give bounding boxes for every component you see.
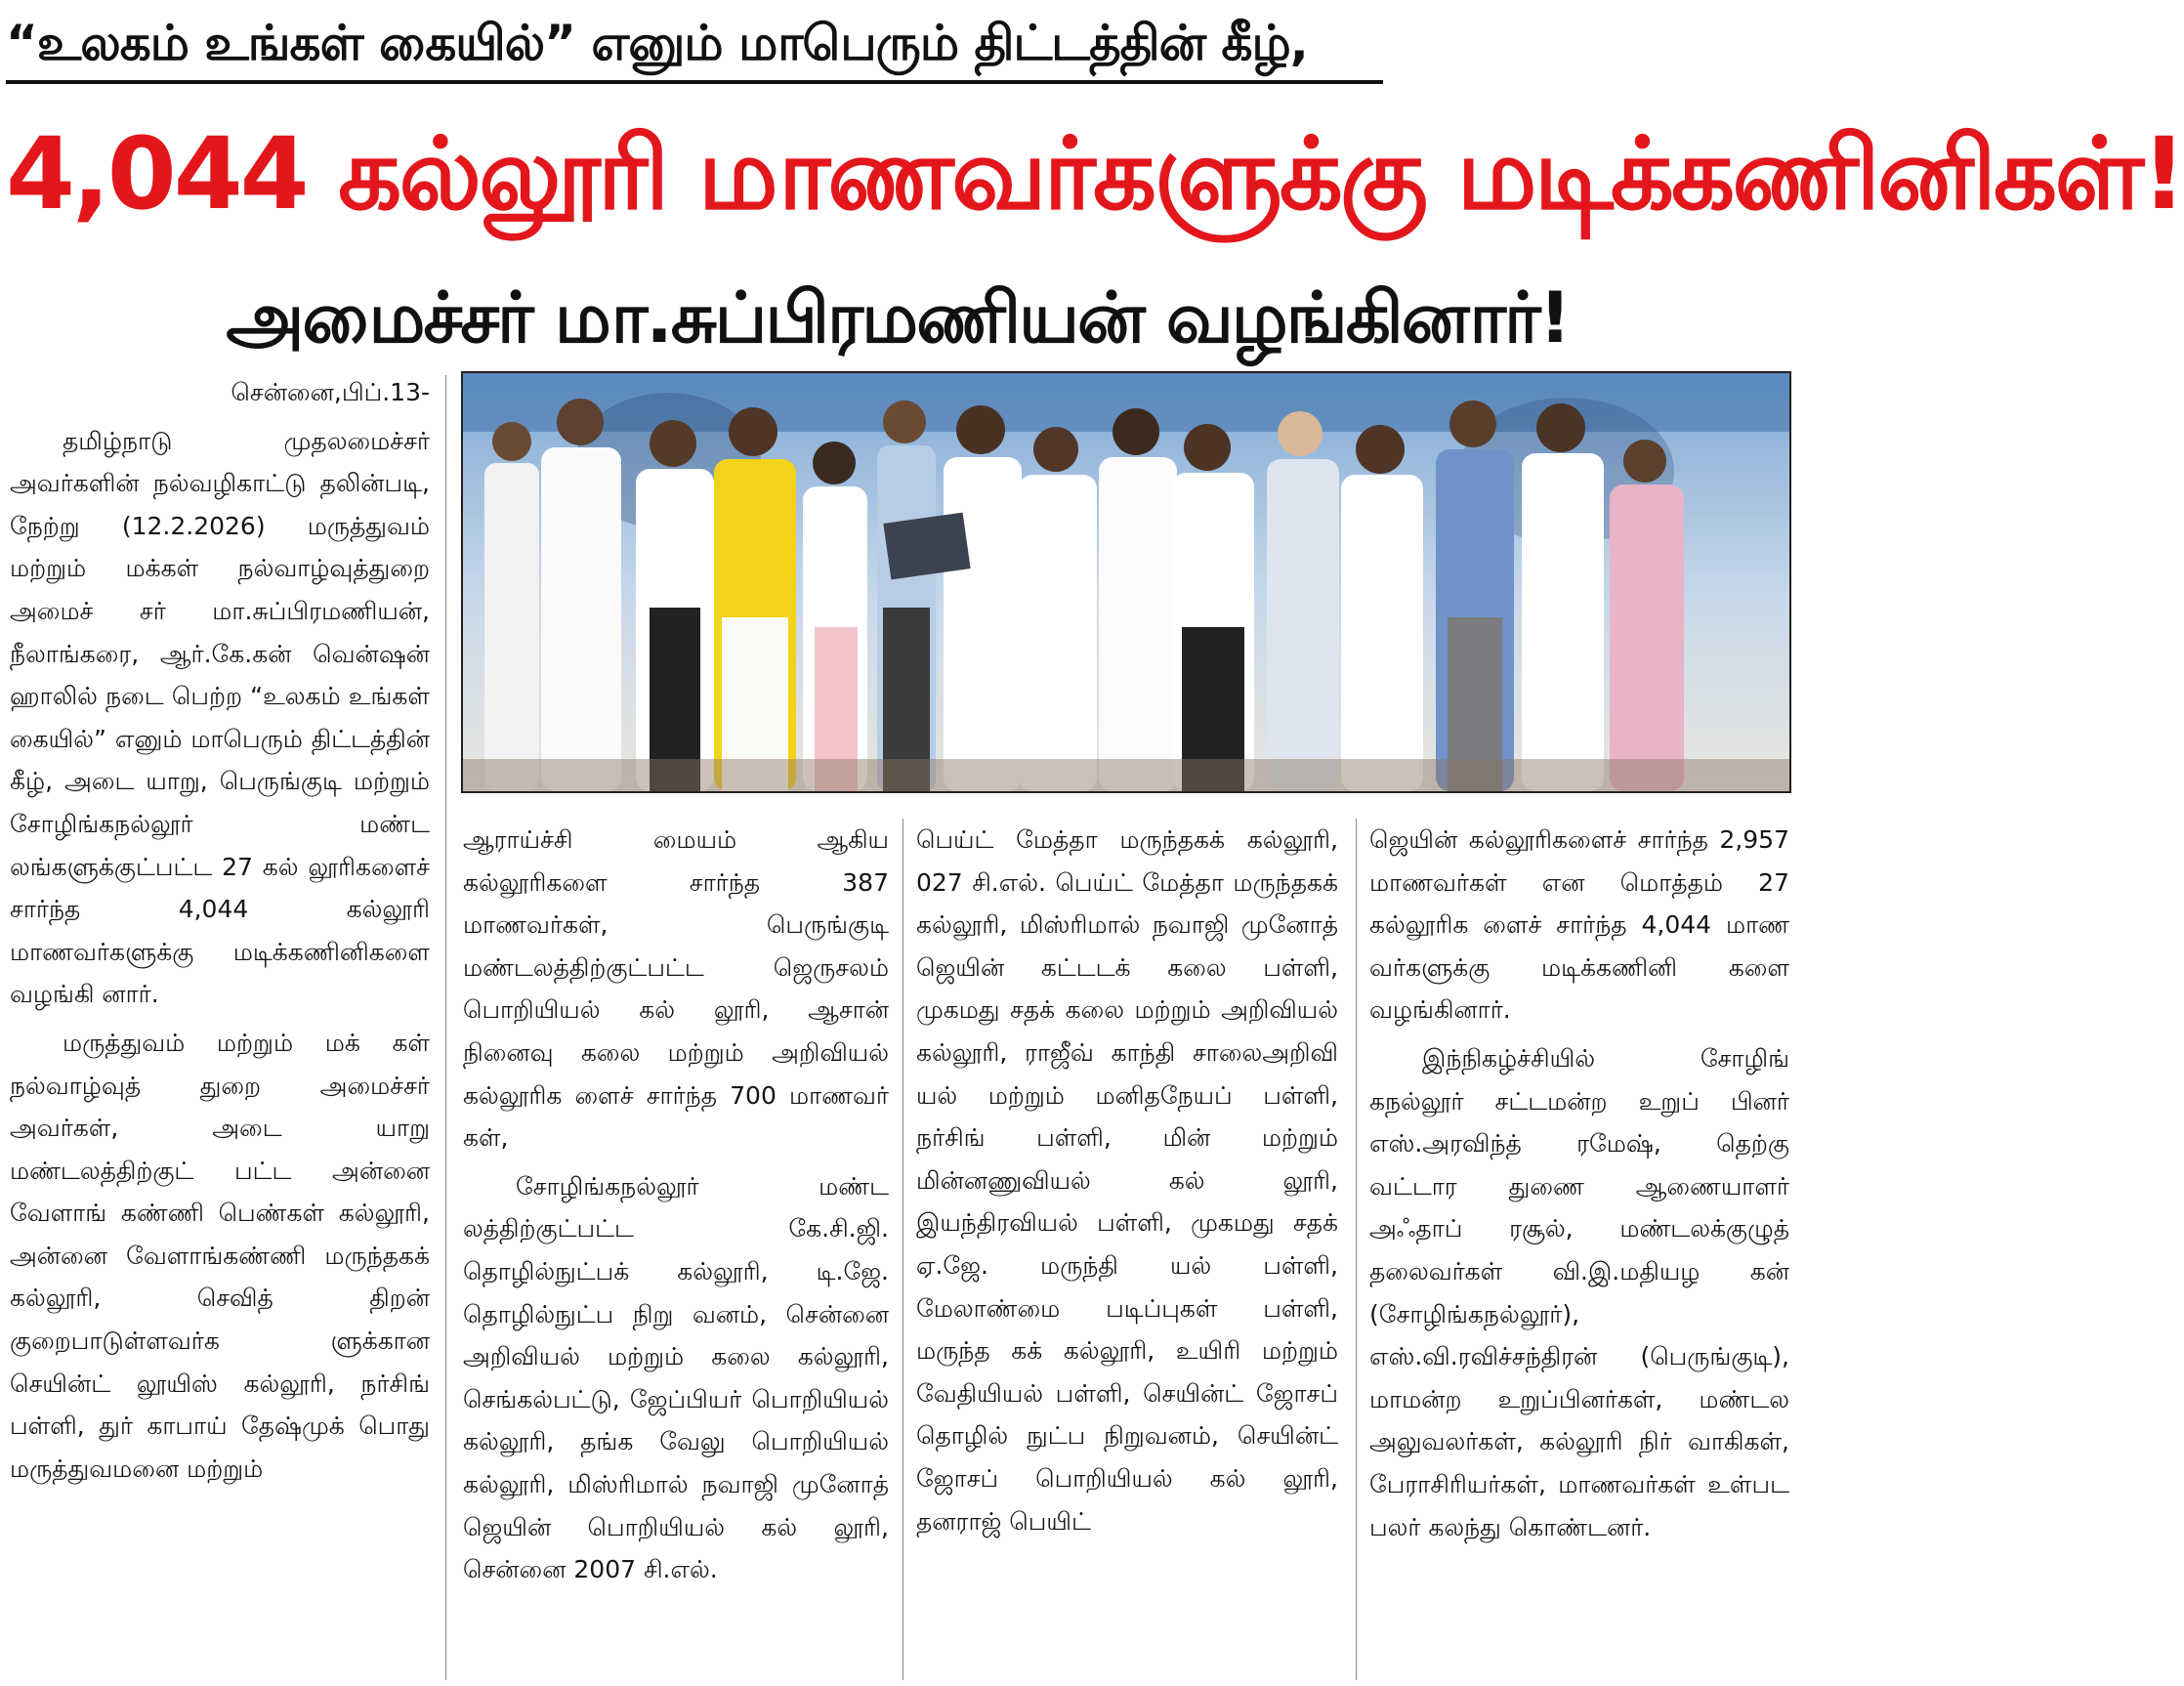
paragraph: மருத்துவம் மற்றும் மக் கள் நல்வாழ்வுத் துறை அமைச்சர் அவர்கள், அடை யாறு மண்டலத்திற்குட் பட்ட அன்னை வேளாங் கண்ணி பெண்கள் கல்லூரி, அன்னை வேளாங்கண்ணி மருந்தகக் கல்லூரி, செவித் திறன் குறைபாடுள்ளவர்க ளுக்கான செயின்ட் லூயிஸ் கல்லூரி, நர்சிங் பள்ளி, துர் காபாய் தேஷ்முக் பொது மருத்துவமனை மற்றும்	[10, 1028, 430, 1483]
column-rule	[1356, 819, 1357, 1680]
article-column-1	[10, 371, 430, 1680]
paragraph: தமிழ்நாடு முதலமைச்சர் அவர்களின் நல்வழிகாட்டு தலின்படி, நேற்று (12.2.2026) மருத்துவம் மற்றும் மக்கள் நல்வாழ்வுத்துறை அமைச் சர் மா.சுப்பிரமணியன், நீலாங்கரை, ஆர்.கே.கன் வென்ஷன் ஹாலில் நடை பெற்ற “உலகம் உங்கள் கையில்” எனும் மாபெரும் திட்டத்தின் கீழ், அடை யாறு, பெருங்குடி மற்றும் சோழிங்கநல்லூர் மண்ட லங்களுக்குட்பட்ட 27 கல் லூரிகளைச் சார்ந்த 4,044 கல்லூரி மாணவர்களுக்கு மடிக்கணினிகளை வழங்கி னார்.	[10, 426, 430, 1009]
paragraph: ஆராய்ச்சி மையம் ஆகிய கல்லூரிகளை சார்ந்த 387 மாணவர்கள், பெருங்குடி மண்டலத்திற்குட்பட்ட ஜெருசலம் பொறியியல் கல் லூரி, ஆசான் நினைவு கலை மற்றும் அறிவியல் கல்லூரிக ளைச் சார்ந்த 700 மாணவர் கள்,	[463, 825, 889, 1153]
article-column-2	[463, 819, 889, 1680]
paragraph: சோழிங்கநல்லூர் மண்ட லத்திற்குட்பட்ட கே.சி.ஜி. தொழில்நுட்பக் கல்லூரி, டி.ஜே. தொழில்நுட்ப நிறு வனம், சென்னை அறிவியல் மற்றும் கலை கல்லூரி, செங்கல்பட்டு, ஜேப்பியர் பொறியியல் கல்லூரி, தங்க வேலு பொறியியல் கல்லூரி, மிஸ்ரிமால் நவாஜி முனோத் ஜெயின் பொறியியல் கல் லூரி, சென்னை 2007 சி.எல்.	[463, 1171, 889, 1584]
subheadline: அமைச்சர் மா.சுப்பிரமணியன் வழங்கினார்!	[226, 276, 1570, 358]
event-photo	[461, 371, 1791, 793]
article-column-3	[916, 819, 1338, 1680]
paragraph: பெய்ட் மேத்தா மருந்தகக் கல்லூரி, 027 சி.எல். பெய்ட் மேத்தா மருந்தகக் கல்லூரி, மிஸ்ரிமால் நவாஜி முனோத் ஜெயின் கட்டடக் கலை பள்ளி, முகமது சதக் கலை மற்றும் அறிவியல் கல்லூரி, ராஜீவ் காந்தி சாலைஅறிவி யல் மற்றும் மனிதநேயப் பள்ளி, நர்சிங் பள்ளி, மின் மற்றும் மின்னணுவியல் கல் லூரி, இயந்திரவியல் பள்ளி, முகமது சதக் ஏ.ஜே. மருந்தி யல் பள்ளி, மேலாண்மை படிப்புகள் பள்ளி, மருந்த கக் கல்லூரி, உயிரி மற்றும் வேதியியல் பள்ளி, செயின்ட் ஜோசப் தொழில் நுட்ப நிறுவனம், செயின்ட் ஜோசப் பொறியியல் கல் லூரி, தனராஜ் பெயிட்	[916, 825, 1338, 1536]
article-column-4	[1369, 819, 1789, 1680]
event-photo-illustration	[463, 373, 1789, 791]
paragraph: இந்நிகழ்ச்சியில் சோழிங் கநல்லூர் சட்டமன்ற உறுப் பினர் எஸ்.அரவிந்த் ரமேஷ், தெற்கு வட்டார துணை ஆணையாளர் அஃதாப் ரசூல், மண்டலக்குழுத் தலைவர்கள் வி.இ.மதியழ கன் (சோழிங்கநல்லூர்), எஸ்.வி.ரவிச்சந்திரன் (பெருங்குடி), மாமன்ற உறுப்பினர்கள், மண்டல அலுவலர்கள், கல்லூரி நிர் வாகிகள், பேராசிரியர்கள், மாணவர்கள் உள்பட பலர் கலந்து கொண்டனர்.	[1369, 1043, 1789, 1541]
headline: 4,044 கல்லூரி மாணவர்களுக்கு மடிக்கணினிகள்!	[6, 116, 2184, 232]
column-rule	[445, 375, 446, 1680]
paragraph: ஜெயின் கல்லூரிகளைச் சார்ந்த 2,957 மாணவர்கள் என மொத்தம் 27 கல்லூரிக ளைச் சார்ந்த 4,044 மாண வர்களுக்கு மடிக்கணினி களை வழங்கினார்.	[1369, 825, 1789, 1025]
kicker-line: “உலகம் உங்கள் கையில்” எனும் மாபெரும் திட்டத்தின் கீழ்,	[6, 6, 1383, 84]
dateline: சென்னை,பிப்.13-	[231, 378, 430, 406]
